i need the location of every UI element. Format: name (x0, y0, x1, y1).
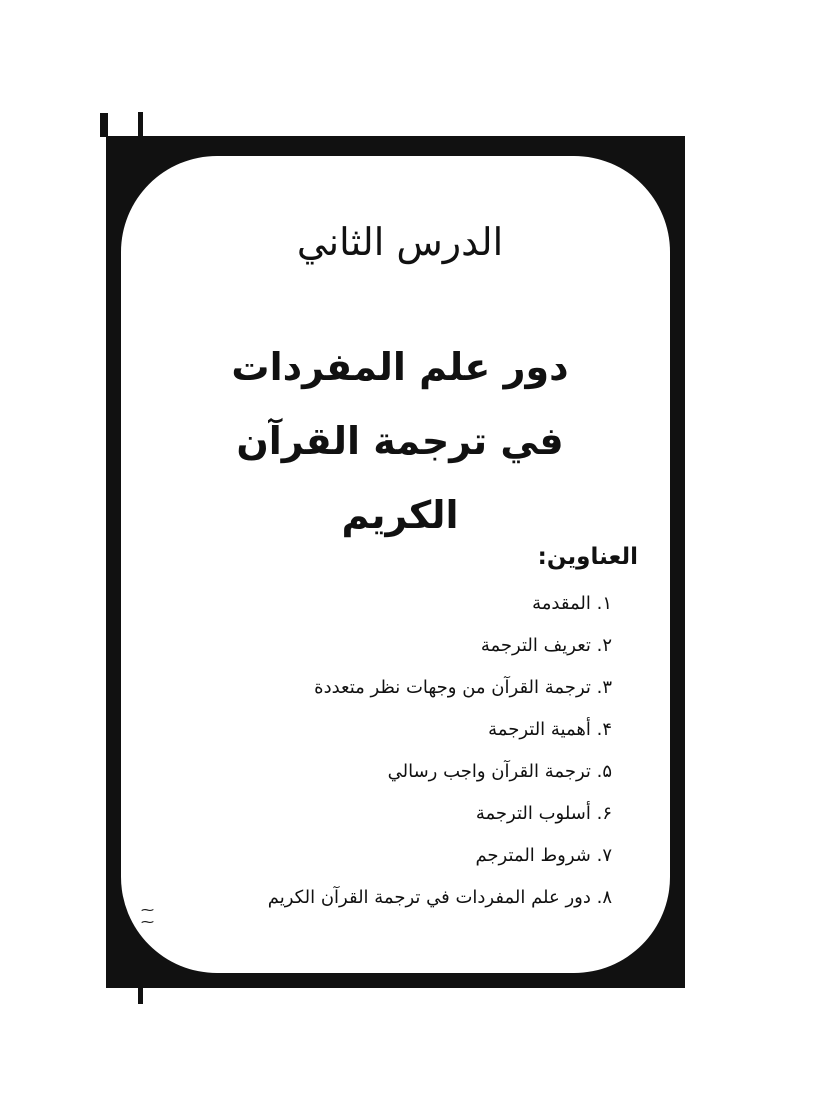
topic-item: ۴. أهمية الترجمة (488, 719, 612, 740)
lesson-title-line-2: في ترجمة القرآن الكريم (236, 419, 564, 537)
lesson-title-line-1: دور علم المفردات (231, 345, 569, 389)
topics-list (192, 586, 612, 922)
page-binding-edge-top (100, 113, 108, 137)
topic-item: ٨. دور علم المفردات في ترجمة القرآن الكريم (267, 887, 612, 908)
topics-heading: العناوين: (537, 544, 638, 570)
binding-edge-marks: ⁓ ⁓ (141, 903, 154, 930)
lesson-title (180, 330, 620, 552)
topic-item: ٣. ترجمة القرآن من وجهات نظر متعددة (314, 677, 612, 698)
topic-item: ٢. تعريف الترجمة (480, 635, 612, 656)
topic-item: ۶. أسلوب الترجمة (475, 803, 612, 824)
topic-item: ۵. ترجمة القرآن واجب رسالي (387, 761, 612, 782)
topic-item: ٧. شروط المترجم (475, 845, 612, 866)
lesson-number-label: الدرس الثاني (296, 220, 504, 264)
topic-item: ١. المقدمة (532, 593, 612, 614)
